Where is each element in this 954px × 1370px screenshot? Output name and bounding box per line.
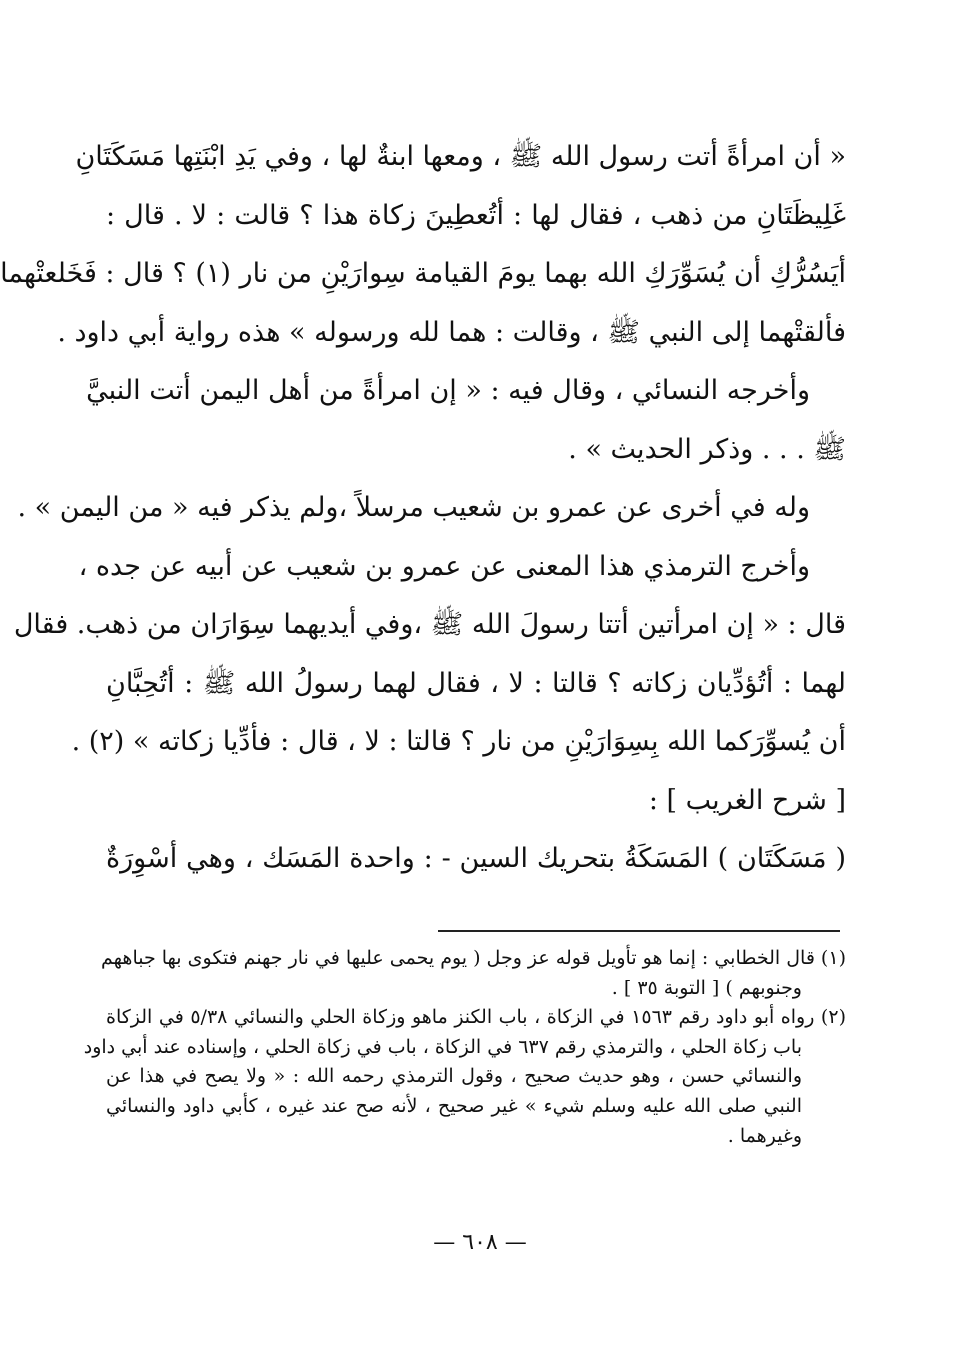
text-line: وأخرجه النسائي ، وقال فيه : « إن امرأةً من أهل اليمن أتت النبيَّ	[86, 375, 810, 406]
footnote-line: وجنوبهم ) [ التوبة ٣٥ ] .	[611, 976, 802, 999]
page-number: — ٦٠٨ —	[433, 1230, 527, 1255]
text-line: ( مَسَكَتَان ) المَسَكَةُ بتحريك السين - : واحدة المَسَك ، وهي أسْوِرَةٌ	[106, 843, 846, 874]
text-line: غَلِيظَتَانِ من ذهب ، فقال لها : أتُعطِينَ زكاة هذا ؟ قالت : لا . قال :	[106, 199, 846, 231]
text-line: وله في أخرى عن عمرو بن شعيب مرسلاً ،ولم يذكر فيه « من اليمن » .	[17, 492, 810, 523]
footnote-line: (٢) رواه أبو داود رقم ١٥٦٣ في الزكاة ، باب الكنز ماهو وزكاة الحلي والنسائي ٥/٣٨ في الزكاة	[106, 1006, 846, 1029]
text-line: أن يُسوِّرَكما الله بِسِوَارَيْنِ من نار ؟ قالتا : لا ، قال : فأدِّيا زكاته » (٢) .	[71, 726, 846, 757]
section-heading: [ شرح الغريب ] :	[648, 784, 846, 816]
footnote-divider	[438, 930, 840, 932]
text-line: أيَسُرُّكِ أن يُسَوِّرَكِ الله بهما يومَ القيامة سِوارَيْنِ من نار (١) ؟ قال : فَخَلعتْهما	[0, 258, 846, 289]
text-line: فألقتْهما إلى النبي ﷺ ، وقالت : هما لله ورسوله » هذه رواية أبي داود .	[57, 316, 846, 348]
text-line: « أن امرأةً أتت رسول الله ﷺ ، ومعها ابنةٌ لها ، وفي يَدِ ابْنَتِها مَسَكَتَانِ	[75, 141, 846, 172]
text-line: لهما : أتُؤدِّيان زكاته ؟ قالتا : لا ، فقال لهما رسولُ الله ﷺ : أتُحِبَّانِ	[106, 667, 846, 699]
footnote-line: النبي صلى الله عليه وسلم شيء » غير صحيح ، لأنه صح عند غيره ، كأبي داود والنسائي	[106, 1094, 802, 1117]
footnote-line: والنسائي حسن ، وهو حديث صحيح ، وقول الترمذي رحمه الله : « ولا يصح في هذا عن	[106, 1065, 802, 1088]
text-line: وأخرج الترمذي هذا المعنى عن عمرو بن شعيب عن أبيه عن جده ،	[78, 550, 810, 582]
footnote-line: وغيرهما .	[727, 1124, 802, 1147]
footnotes-block	[83, 944, 846, 1151]
text-line: ﷺ . . . وذكر الحديث » .	[568, 433, 846, 465]
main-text-block	[0, 128, 846, 889]
text-line: قال : « إن امرأتين أتتا رسولَ الله ﷺ ،وفي أيديهما سِوَارَان من ذهب. فقال	[13, 609, 846, 640]
footnote-line: (١) قال الخطابي : إنما هو تأويل قوله عز وجل ( يوم يحمى عليها في نار جهنم فتكوى بها جباههم	[101, 947, 846, 969]
footnote-line: باب زكاة الحلي ، والترمذي رقم ٦٣٧ في الزكاة ، باب في زكاة الحلي ، وإسناده عند أبي داود	[83, 1035, 802, 1058]
